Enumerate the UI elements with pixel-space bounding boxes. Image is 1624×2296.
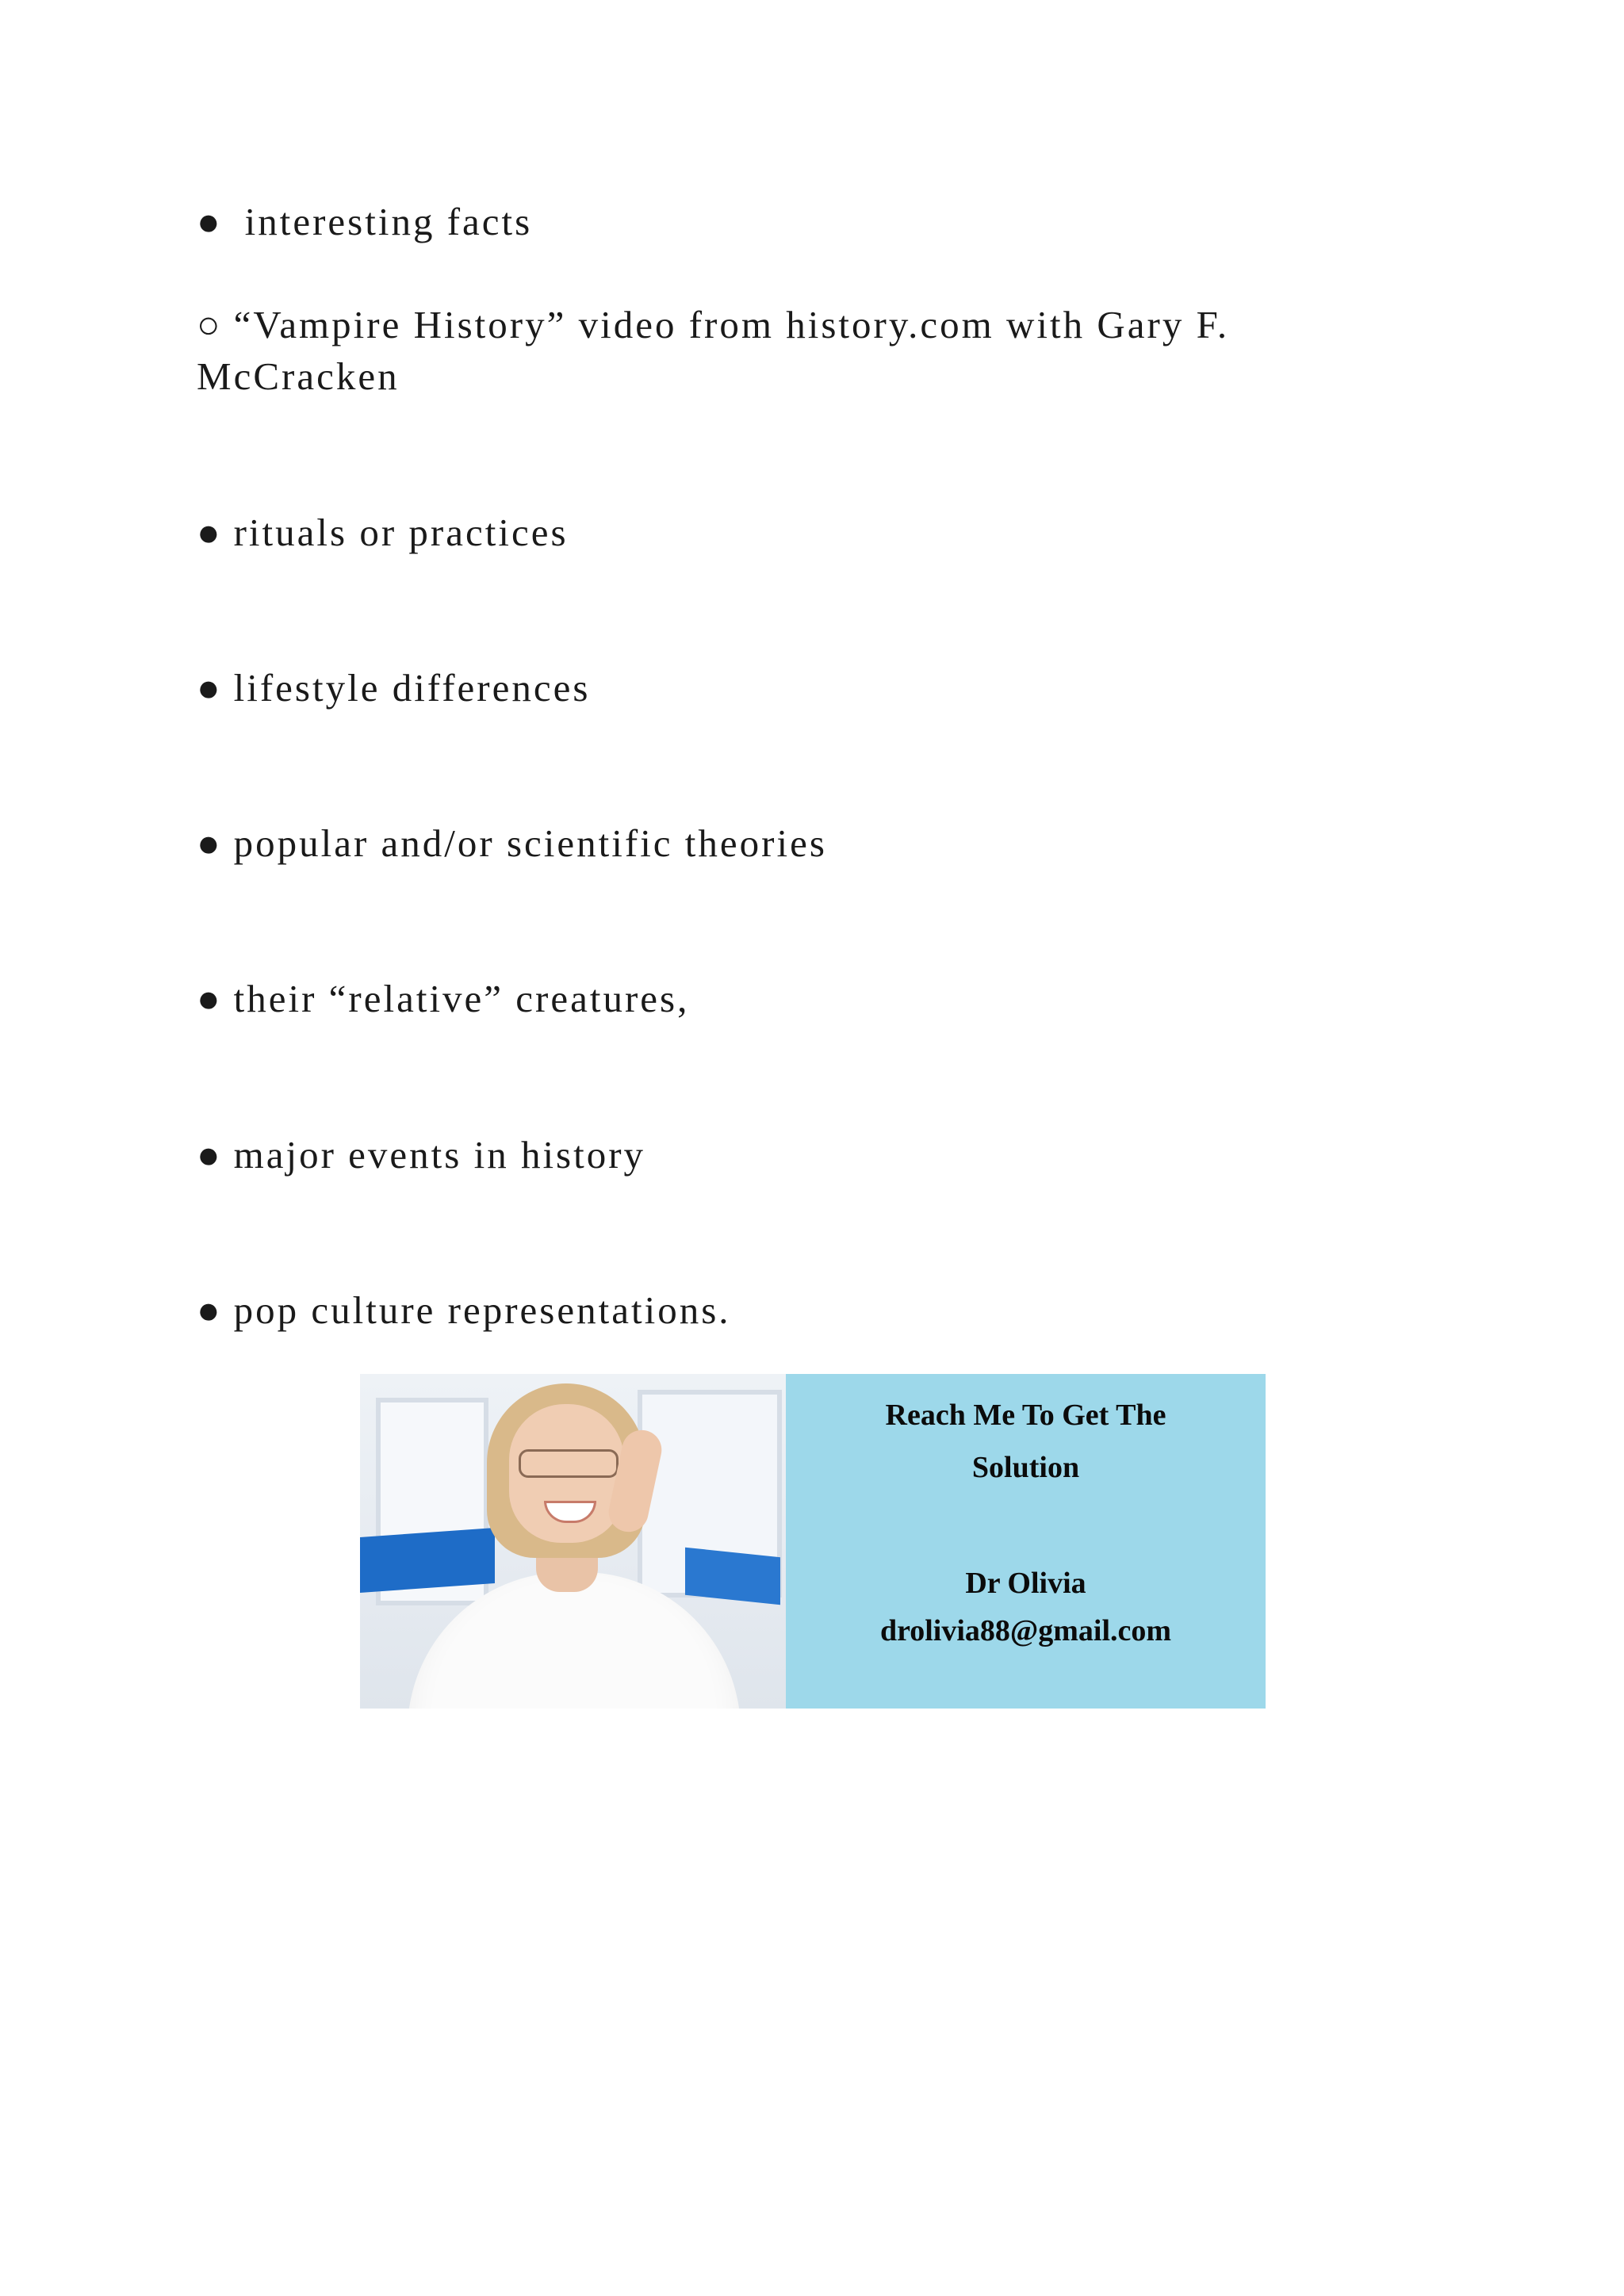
bullet-icon: ● [197,977,223,1020]
list-item [197,1285,731,1336]
contact-name: Dr Olivia [965,1567,1086,1600]
list-item-text: “Vampire History” video from history.com with Gary F. [233,303,1230,346]
list-item-text: lifestyle differences [233,666,591,710]
bullet-icon: ● [197,1133,223,1177]
list-item [197,1130,645,1181]
list-item [197,663,590,714]
contact-panel [786,1374,1266,1709]
bullet-icon: ● [197,200,223,243]
bullet-icon: ● [197,666,223,710]
list-item-text: rituals or practices [233,511,569,554]
contact-headline-line1: Reach Me To Get The [885,1399,1166,1432]
list-item [197,974,689,1024]
contact-headline-line2: Solution [971,1451,1080,1484]
list-item [197,197,532,247]
bullet-icon: ● [197,821,223,865]
list-item-text: popular and/or scientific theories [233,821,827,865]
list-item-text: interesting facts [244,200,533,243]
list-item-text: McCracken [197,354,400,398]
woman-photo [360,1374,786,1709]
bullet-icon: ● [197,511,223,554]
contact-banner [360,1374,1266,1709]
list-item-continuation [197,351,400,402]
list-item [197,507,569,558]
list-item-text: their “relative” creatures, [233,977,690,1020]
list-item-text: pop culture representations. [233,1288,731,1332]
list-item [197,300,1229,350]
bullet-icon: ● [197,1288,223,1332]
list-item [197,818,827,869]
contact-email: drolivia88@gmail.com [879,1614,1172,1647]
list-item-text: major events in history [233,1133,646,1177]
bullet-icon: ○ [197,303,223,346]
